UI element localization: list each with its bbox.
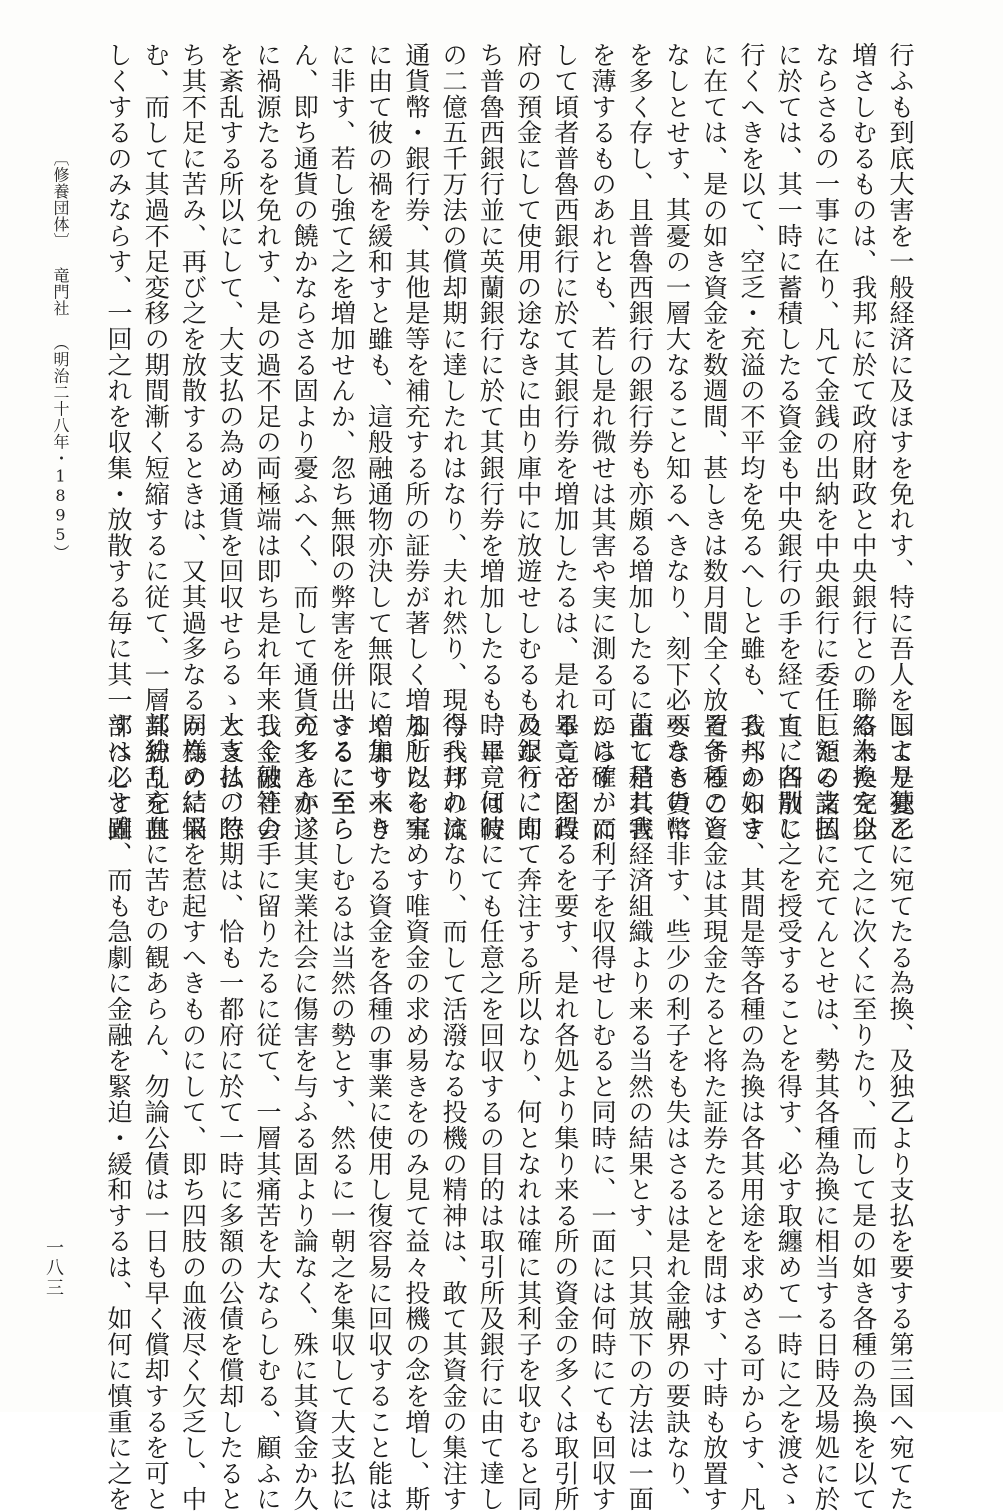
text-column: 行ふも到底大害を一般経済に及ほすを免れす、特に吾人をして是憂を	[885, 42, 915, 842]
text-column: に由て彼の禍を緩和すと雖も、這般融通物亦決して無限に増加すへき	[364, 42, 394, 842]
text-column: る為換を以て之に次くに至りたり、而して是の如き各種の為換を以て	[848, 712, 878, 1512]
text-column: すへしと雖、而も急劇に金融を緊迫・緩和するは、如何に慎重に之を	[104, 712, 133, 1512]
text-column: ち普魯西銀行並に英蘭銀行に於て其銀行券を増加したるも、畢竟は彼	[476, 42, 506, 842]
running-footer	[52, 150, 68, 561]
lower-text-block	[104, 712, 915, 1512]
text-column: しく彼等の手に留りたるに従て、一層其痛苦を大ならしむる、顧ふに	[252, 712, 282, 1512]
text-column: む、而して其過不足変移の期間漸く短縮するに従て、一層其紛乱を甚	[141, 42, 171, 842]
text-column: 蓋し是れ我経済組織より来る当然の結果とす、只其放下の方法は一面	[625, 712, 655, 1512]
text-column: に在ては、是の如き資金を数週間、甚しきは数月間全く放置すること	[699, 42, 729, 842]
text-column: ることを得るを要す、是れ各処より集り来る所の資金の多くは取引所	[550, 712, 580, 1512]
text-column: ならさるの一事に在り、凡て金銭の出納を中央銀行に委任したる諸国	[811, 42, 841, 842]
text-column: さるに至らしむるは当然の勢とす、然るに一朝之を集収して大支払に	[327, 712, 357, 1512]
text-column: して頃者普魯西銀行に於て其銀行券を増加したるは、是れ畢竟帝国政	[550, 42, 580, 842]
text-column: しくするのみならす、一回之れを収集・放散する毎に其一部は必す固	[104, 42, 133, 842]
footer-date: （明治二十八年・1895）	[51, 334, 70, 561]
text-column: に非す、若し強て之を増加せんか、忽ち無限の弊害を併出するに至ら	[327, 42, 357, 842]
text-column: には確かに利子を収得せしむると同時に、一面には何時にても回収す	[588, 712, 618, 1512]
text-column: て、各別に之を授受することを得す、必す取纏めて一時に之を渡さゝ	[774, 712, 804, 1512]
text-column: 得へけれはなり、而して活潑なる投機の精神は、敢て其資金の集注す	[439, 712, 469, 1512]
text-column: 通貨幣・銀行券、其他是等を補充する所の証券が著しく増加したる事	[401, 42, 431, 842]
text-column: 増さしむるものは、我邦に於て政府財政と中央銀行との聯絡未た完全	[848, 42, 878, 842]
text-column: 巨額の支払に充てんとせは、勢其各種為換に相当する日時及場処に於	[811, 712, 841, 1512]
text-column: へきものに非す、些少の利子をも失はさるは是れ金融界の要訣なり、	[662, 712, 692, 1512]
text-column: 充てんか、其実業社会に傷害を与ふる固より論なく、殊に其資金か久	[290, 712, 320, 1512]
text-column: なしとせす、其憂の一層大なること知るへきなり、刻下必要なき貨幣	[662, 42, 692, 842]
text-column: 及銀行に向て奔注する所以なり、何となれは確に其利子を収むると同	[513, 712, 543, 1512]
text-column: を薄するものあれとも、若し是れ微せは其害や実に測る可からす、而	[588, 42, 618, 842]
text-column: の二億五千万法の償却期に達したれはなり、夫れ然り、現今我邦の流	[439, 42, 469, 842]
text-column: そ各種の資金は其現金たると将た証券たるとを問はす、寸時も放置す	[699, 712, 729, 1512]
text-column: ち其不足に苦み、再び之を放散するときは、又其過多なるか為めに悩	[178, 42, 208, 842]
text-column: を紊乱する所以にして、大支払の為め通貨を回収せらるゝときは、忽	[215, 42, 245, 842]
text-column: 大支払の時期は、恰も一都府に於て一時に多額の公債を償却したると	[215, 712, 245, 1512]
upper-text-block	[104, 42, 915, 842]
text-column: 行くへきを以て、空乏・充溢の不平均を免るへしと雖も、我邦の如き	[736, 42, 766, 842]
page-number: 一八三	[43, 1238, 64, 1298]
text-column: ん、即ち通貨の饒かならさる固より憂ふへく、而して通貨の多き亦遂	[290, 42, 320, 842]
text-column: るへからす、其間是等各種の為換は各其用途を求めさる可からす、凡	[736, 712, 766, 1512]
text-column: を多く存し、且普魯西銀行の銀行券も亦頗る増加したるに由て稍其害	[625, 42, 655, 842]
text-column: 府の預金にして使用の途なきに由り庫中に放遊せしむるものなり、即	[513, 42, 543, 842]
text-column: に於ては、其一時に蓄積したる資金も中央銀行の手を経て直に四散し	[774, 42, 804, 842]
text-column: 同様の結果を惹起すへきものにして、即ち四肢の血液尽く欠乏し、中	[178, 712, 208, 1512]
text-column: 時に、何時にても任意之を回収するの目的は取引所及銀行に由て達し	[476, 712, 506, 1512]
footer-section: 〔修養団体〕	[51, 150, 70, 249]
text-column: る所以を究めす唯資金の求め易きをのみ見て益々投機の念を増し、斯	[401, 712, 431, 1512]
text-column: く集り来りたる資金を各種の事業に使用し復容易に回収すること能は	[364, 712, 394, 1512]
footer-publisher: 竜門社	[51, 267, 70, 317]
text-column: 国より独乙に宛てたる為換、及独乙より支払を要する第三国へ宛てた	[885, 712, 915, 1512]
text-column: 部独り充血に苦むの観あらん、勿論公債は一日も早く償却するを可と	[141, 712, 171, 1512]
text-column: に禍源たるを免れす、是の過不足の両極端は即ち是れ年来我金融社会	[252, 42, 282, 842]
